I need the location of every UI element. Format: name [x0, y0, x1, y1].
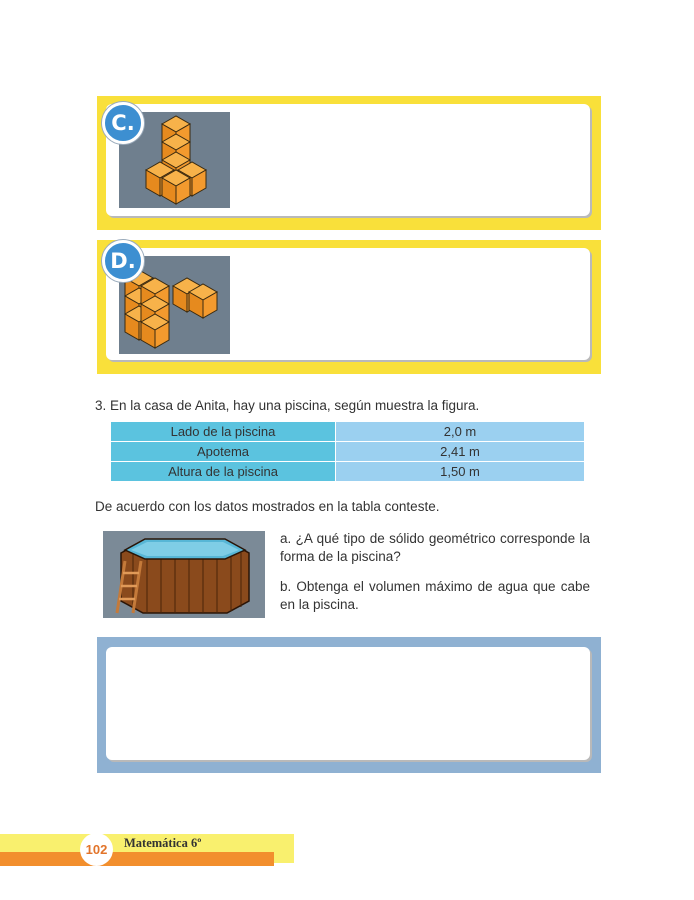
answer-area-3[interactable]	[106, 647, 590, 760]
table-cell-label: Altura de la piscina	[111, 462, 336, 482]
page-number: 102	[80, 833, 113, 866]
question-3-prompt: 3. En la casa de Anita, hay una piscina, según muestra la figura.	[95, 398, 480, 413]
table-cell-value: 2,0 m	[336, 422, 584, 442]
table-cell-label: Lado de la piscina	[111, 422, 336, 442]
footer-stripe	[0, 852, 274, 866]
table-row	[111, 442, 584, 462]
section-badge-c: C.	[102, 102, 144, 144]
pool-data-table	[111, 422, 584, 482]
table-cell-value: 1,50 m	[336, 462, 584, 482]
section-badge-d: D.	[102, 240, 144, 282]
table-row	[111, 462, 584, 482]
answer-box-3	[97, 637, 601, 773]
question-3b: b. Obtenga el volumen máximo de agua que cabe en la piscina.	[280, 579, 590, 612]
table-cell-value: 2,41 m	[336, 442, 584, 462]
pool-illustration	[103, 531, 265, 618]
instruction-text: De acuerdo con los datos mostrados en la tabla conteste.	[95, 499, 440, 514]
question-3a: a. ¿A qué tipo de sólido geométrico corresponde la forma de la piscina?	[280, 531, 590, 564]
table-row	[111, 422, 584, 442]
book-title: Matemática 6º	[124, 836, 202, 850]
octagonal-pool-icon	[103, 531, 265, 618]
table-cell-label: Apotema	[111, 442, 336, 462]
